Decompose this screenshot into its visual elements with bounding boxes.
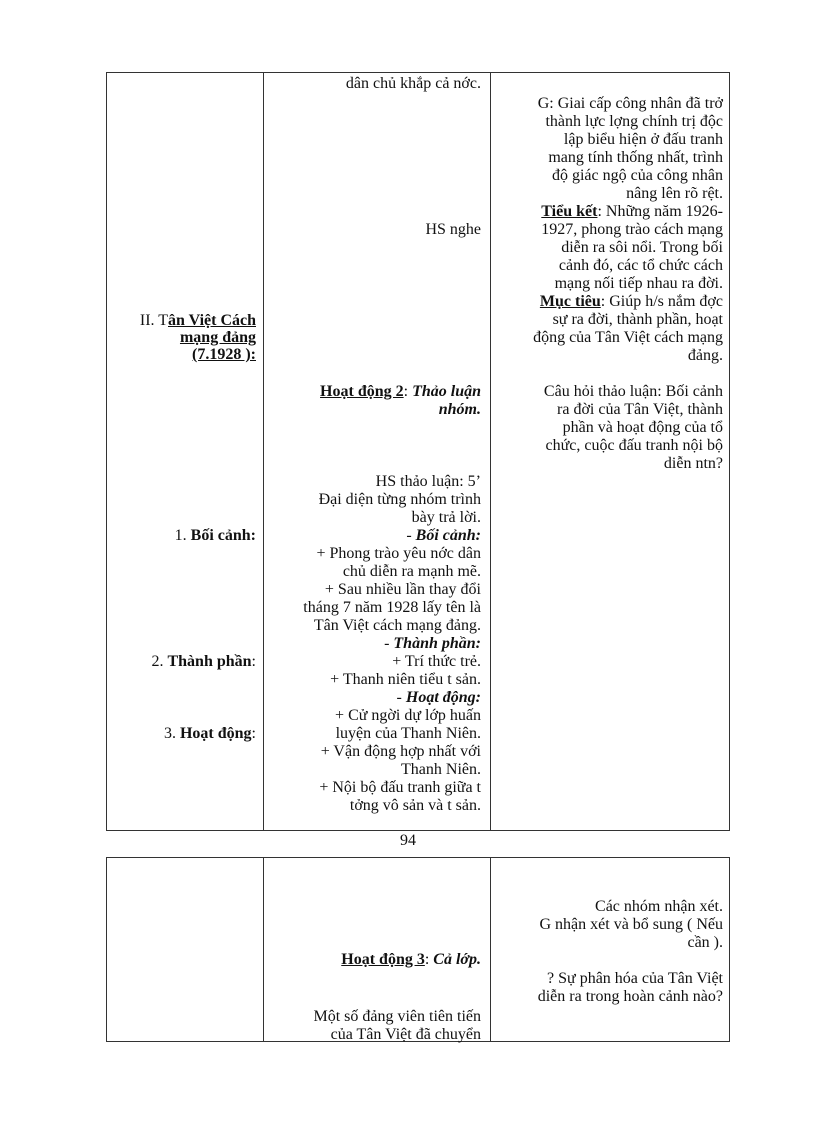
objective-text: : Giúp h/s nắm đợc bbox=[600, 293, 723, 310]
text-line: Một số đảng viên tiên tiến bbox=[313, 1008, 481, 1025]
item-label: Hoạt động bbox=[179, 725, 252, 742]
text-line: diễn ntn? bbox=[663, 455, 723, 472]
text-line: HS nghe bbox=[425, 221, 481, 238]
item-2-heading bbox=[151, 653, 256, 671]
summary-line bbox=[541, 203, 723, 221]
activity-title: Cả lớp. bbox=[433, 951, 481, 968]
subheading-label: Bối cảnh: bbox=[415, 527, 481, 544]
text-line: dân chủ khắp cả nớc. bbox=[345, 75, 481, 92]
activity-label: Hoạt động 2 bbox=[320, 383, 404, 400]
text-line: + Trí thức trẻ. bbox=[392, 653, 481, 670]
text-line: chủ diễn ra mạnh mẽ. bbox=[342, 563, 481, 580]
subheading-activities bbox=[397, 689, 481, 707]
text-line: G: Giai cấp công nhân đã trở bbox=[537, 95, 723, 112]
text-line: + Vận động hợp nhất với bbox=[320, 743, 481, 760]
item-colon: : bbox=[251, 725, 256, 742]
activity-3-heading bbox=[341, 951, 481, 969]
item-colon: : bbox=[251, 653, 256, 670]
summary-text: : Những năm 1926- bbox=[597, 203, 723, 220]
section-ii-heading bbox=[140, 312, 256, 330]
text-line: động của Tân Việt cách mạng bbox=[533, 329, 723, 346]
text-line: Các nhóm nhận xét. bbox=[595, 898, 723, 915]
dash: - bbox=[406, 527, 416, 544]
text-line: + Nội bộ đấu tranh giữa t bbox=[319, 779, 481, 796]
item-1-heading bbox=[175, 527, 256, 545]
activity-title: Thảo luận bbox=[412, 383, 481, 400]
column-divider bbox=[263, 73, 264, 830]
column-divider bbox=[490, 73, 491, 830]
objective-label: Mục tiêu bbox=[539, 293, 601, 310]
text-line: G nhận xét và bổ sung ( Nếu bbox=[539, 916, 723, 933]
text-line: HS thảo luận: 5’ bbox=[375, 473, 481, 490]
text-line: cần ). bbox=[687, 934, 723, 951]
text-line: + Phong trào yêu nớc dân bbox=[316, 545, 481, 562]
subheading-context bbox=[406, 527, 481, 545]
activity-colon: : bbox=[403, 383, 413, 400]
text-line: Thanh Niên. bbox=[401, 761, 481, 778]
text-line: diễn ra trong hoàn cảnh nào? bbox=[537, 988, 723, 1005]
text-line: phần và hoạt động của tổ bbox=[562, 419, 723, 436]
objective-line bbox=[540, 293, 723, 311]
item-label: Bối cảnh: bbox=[190, 527, 256, 544]
text-line: tởng vô sản và t sản. bbox=[349, 797, 481, 814]
item-number: 1. bbox=[174, 527, 187, 544]
section-ii-date: (7.1928 ): bbox=[192, 346, 256, 363]
text-line: mạng nối tiếp nhau ra đời. bbox=[554, 275, 723, 292]
text-line: mang tính thống nhất, trình bbox=[548, 149, 723, 166]
activity-2-heading bbox=[320, 383, 481, 401]
text-line: ? Sự phân hóa của Tân Việt bbox=[547, 970, 723, 987]
text-line: diễn ra sôi nổi. Trong bối bbox=[561, 239, 723, 256]
text-line: độ giác ngộ của công nhân bbox=[551, 167, 723, 184]
column-divider bbox=[490, 858, 491, 1041]
item-3-heading bbox=[164, 725, 256, 743]
text-line: lập biểu hiện ở đấu tranh bbox=[563, 131, 723, 148]
item-number: 3. bbox=[163, 725, 176, 742]
subheading-label: Thành phần: bbox=[393, 635, 481, 652]
text-line: + Thanh niên tiểu t sản. bbox=[330, 671, 481, 688]
text-line: Câu hỏi thảo luận: Bối cảnh bbox=[543, 383, 723, 400]
text-line: + Sau nhiều lần thay đổi bbox=[324, 581, 481, 598]
subheading-composition bbox=[384, 635, 481, 653]
activity-title-line2: nhóm. bbox=[438, 401, 481, 418]
text-line: 1927, phong trào cách mạng bbox=[541, 221, 723, 238]
text-line: ra đời của Tân Việt, thành bbox=[557, 401, 723, 418]
text-line: tháng 7 năm 1928 lấy tên là bbox=[303, 599, 481, 616]
page-number: 94 bbox=[400, 832, 416, 849]
activity-label: Hoạt động 3 bbox=[341, 951, 425, 968]
dash: - bbox=[384, 635, 394, 652]
text-line: Đại diện từng nhóm trình bbox=[318, 491, 481, 508]
text-line: Tân Việt cách mạng đảng. bbox=[313, 617, 481, 634]
text-line: chức, cuộc đấu tranh nội bộ bbox=[545, 437, 723, 454]
text-line: cảnh đó, các tổ chức cách bbox=[558, 257, 723, 274]
text-line: bày trả lời. bbox=[411, 509, 481, 526]
activity-colon: : bbox=[424, 951, 434, 968]
text-line: sự ra đời, thành phần, hoạt bbox=[552, 311, 723, 328]
item-number: 2. bbox=[151, 653, 164, 670]
text-line: thành lực lợng chính trị độc bbox=[545, 113, 723, 130]
text-line: + Cử ngời dự lớp huấn bbox=[335, 707, 481, 724]
text-line: đảng. bbox=[687, 347, 723, 364]
text-line: của Tân Việt đã chuyển bbox=[330, 1026, 481, 1043]
lesson-table-2 bbox=[106, 857, 730, 1042]
lesson-table-1 bbox=[106, 72, 730, 831]
text-line: luyện của Thanh Niên. bbox=[335, 725, 481, 742]
summary-label: Tiểu kết bbox=[541, 203, 598, 220]
dash: - bbox=[396, 689, 406, 706]
subheading-label: Hoạt động: bbox=[405, 689, 481, 706]
column-divider bbox=[263, 858, 264, 1041]
item-label: Thành phần bbox=[167, 653, 252, 670]
section-ii-title-line2: mạng đảng bbox=[179, 329, 256, 346]
section-ii-prefix: II. T bbox=[139, 312, 168, 329]
text-line: nâng lên rõ rệt. bbox=[626, 185, 723, 202]
section-ii-title: ân Việt Cách bbox=[168, 312, 256, 329]
